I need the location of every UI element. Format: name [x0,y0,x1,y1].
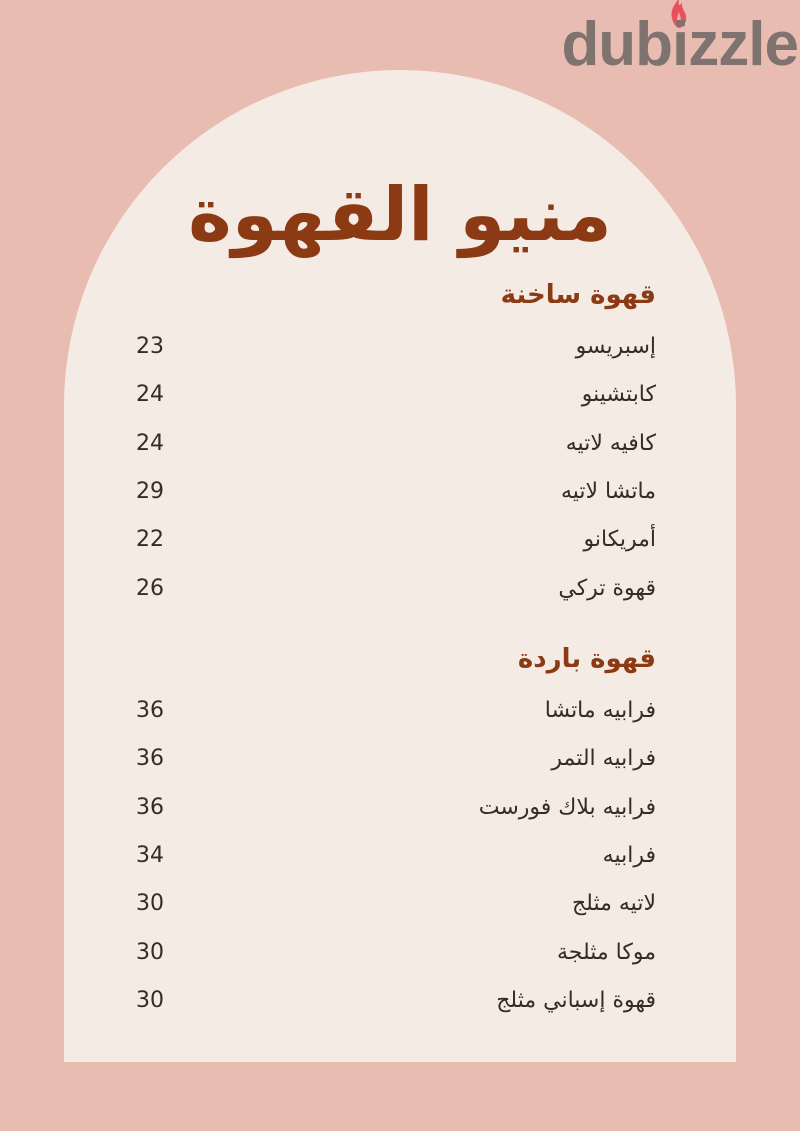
dubizzle-logo [561,10,798,79]
menu-item-price: 30 [136,987,164,1013]
menu-item-price: 22 [136,527,164,553]
menu-item-name: فرابيه التمر [551,746,656,772]
menu-item-row [64,380,736,410]
menu-item-price: 34 [136,842,164,868]
menu-item-price: 29 [136,478,164,504]
menu-item-name: فرابيه [602,842,656,868]
menu-item-row [64,574,736,604]
menu-item-price: 36 [136,698,164,723]
menu-item-name: قهوة تركي [558,575,656,601]
menu-item-name: لاتيه مثلج [571,891,656,917]
menu-item-row [64,938,736,968]
section-title: قهوة ساخنة [500,280,656,310]
menu-item-name: ماتشا لاتيه [560,478,656,504]
menu-item-name: قهوة إسباني مثلج [496,987,656,1013]
menu-item-row [64,525,736,555]
logo-text: dubizzle [561,10,798,79]
menu-item-name: فرابيه ماتشا [544,698,656,723]
menu-title: منيو القهوة [188,172,612,258]
menu-item-row [64,793,736,823]
menu-item-name: موكا مثلجة [556,939,656,965]
menu-card [64,70,736,1062]
menu-item-row [64,889,736,919]
menu-item-row [64,986,736,1016]
menu-item-price: 24 [136,430,164,456]
menu-item-name: إسبريسو [575,334,656,359]
menu-item-price: 23 [136,334,164,359]
menu-item-price: 30 [136,939,164,965]
menu-item-row [64,477,736,507]
menu-item-row [64,696,736,726]
menu-item-name: أمريكانو [583,527,656,553]
menu-item-row [64,429,736,459]
section-title: قهوة باردة [517,644,656,674]
menu-item-price: 24 [136,382,164,408]
menu-item-name: فرابيه بلاك فورست [478,794,656,820]
menu-item-price: 30 [136,891,164,917]
menu-item-name: كافيه لاتيه [565,430,656,456]
menu-item-price: 36 [136,794,164,820]
menu-item-price: 26 [136,575,164,601]
menu-item-name: كابتشينو [581,382,656,408]
menu-item-price: 36 [136,746,164,772]
menu-item-row [64,744,736,774]
menu-item-row [64,332,736,362]
menu-item-row [64,841,736,871]
